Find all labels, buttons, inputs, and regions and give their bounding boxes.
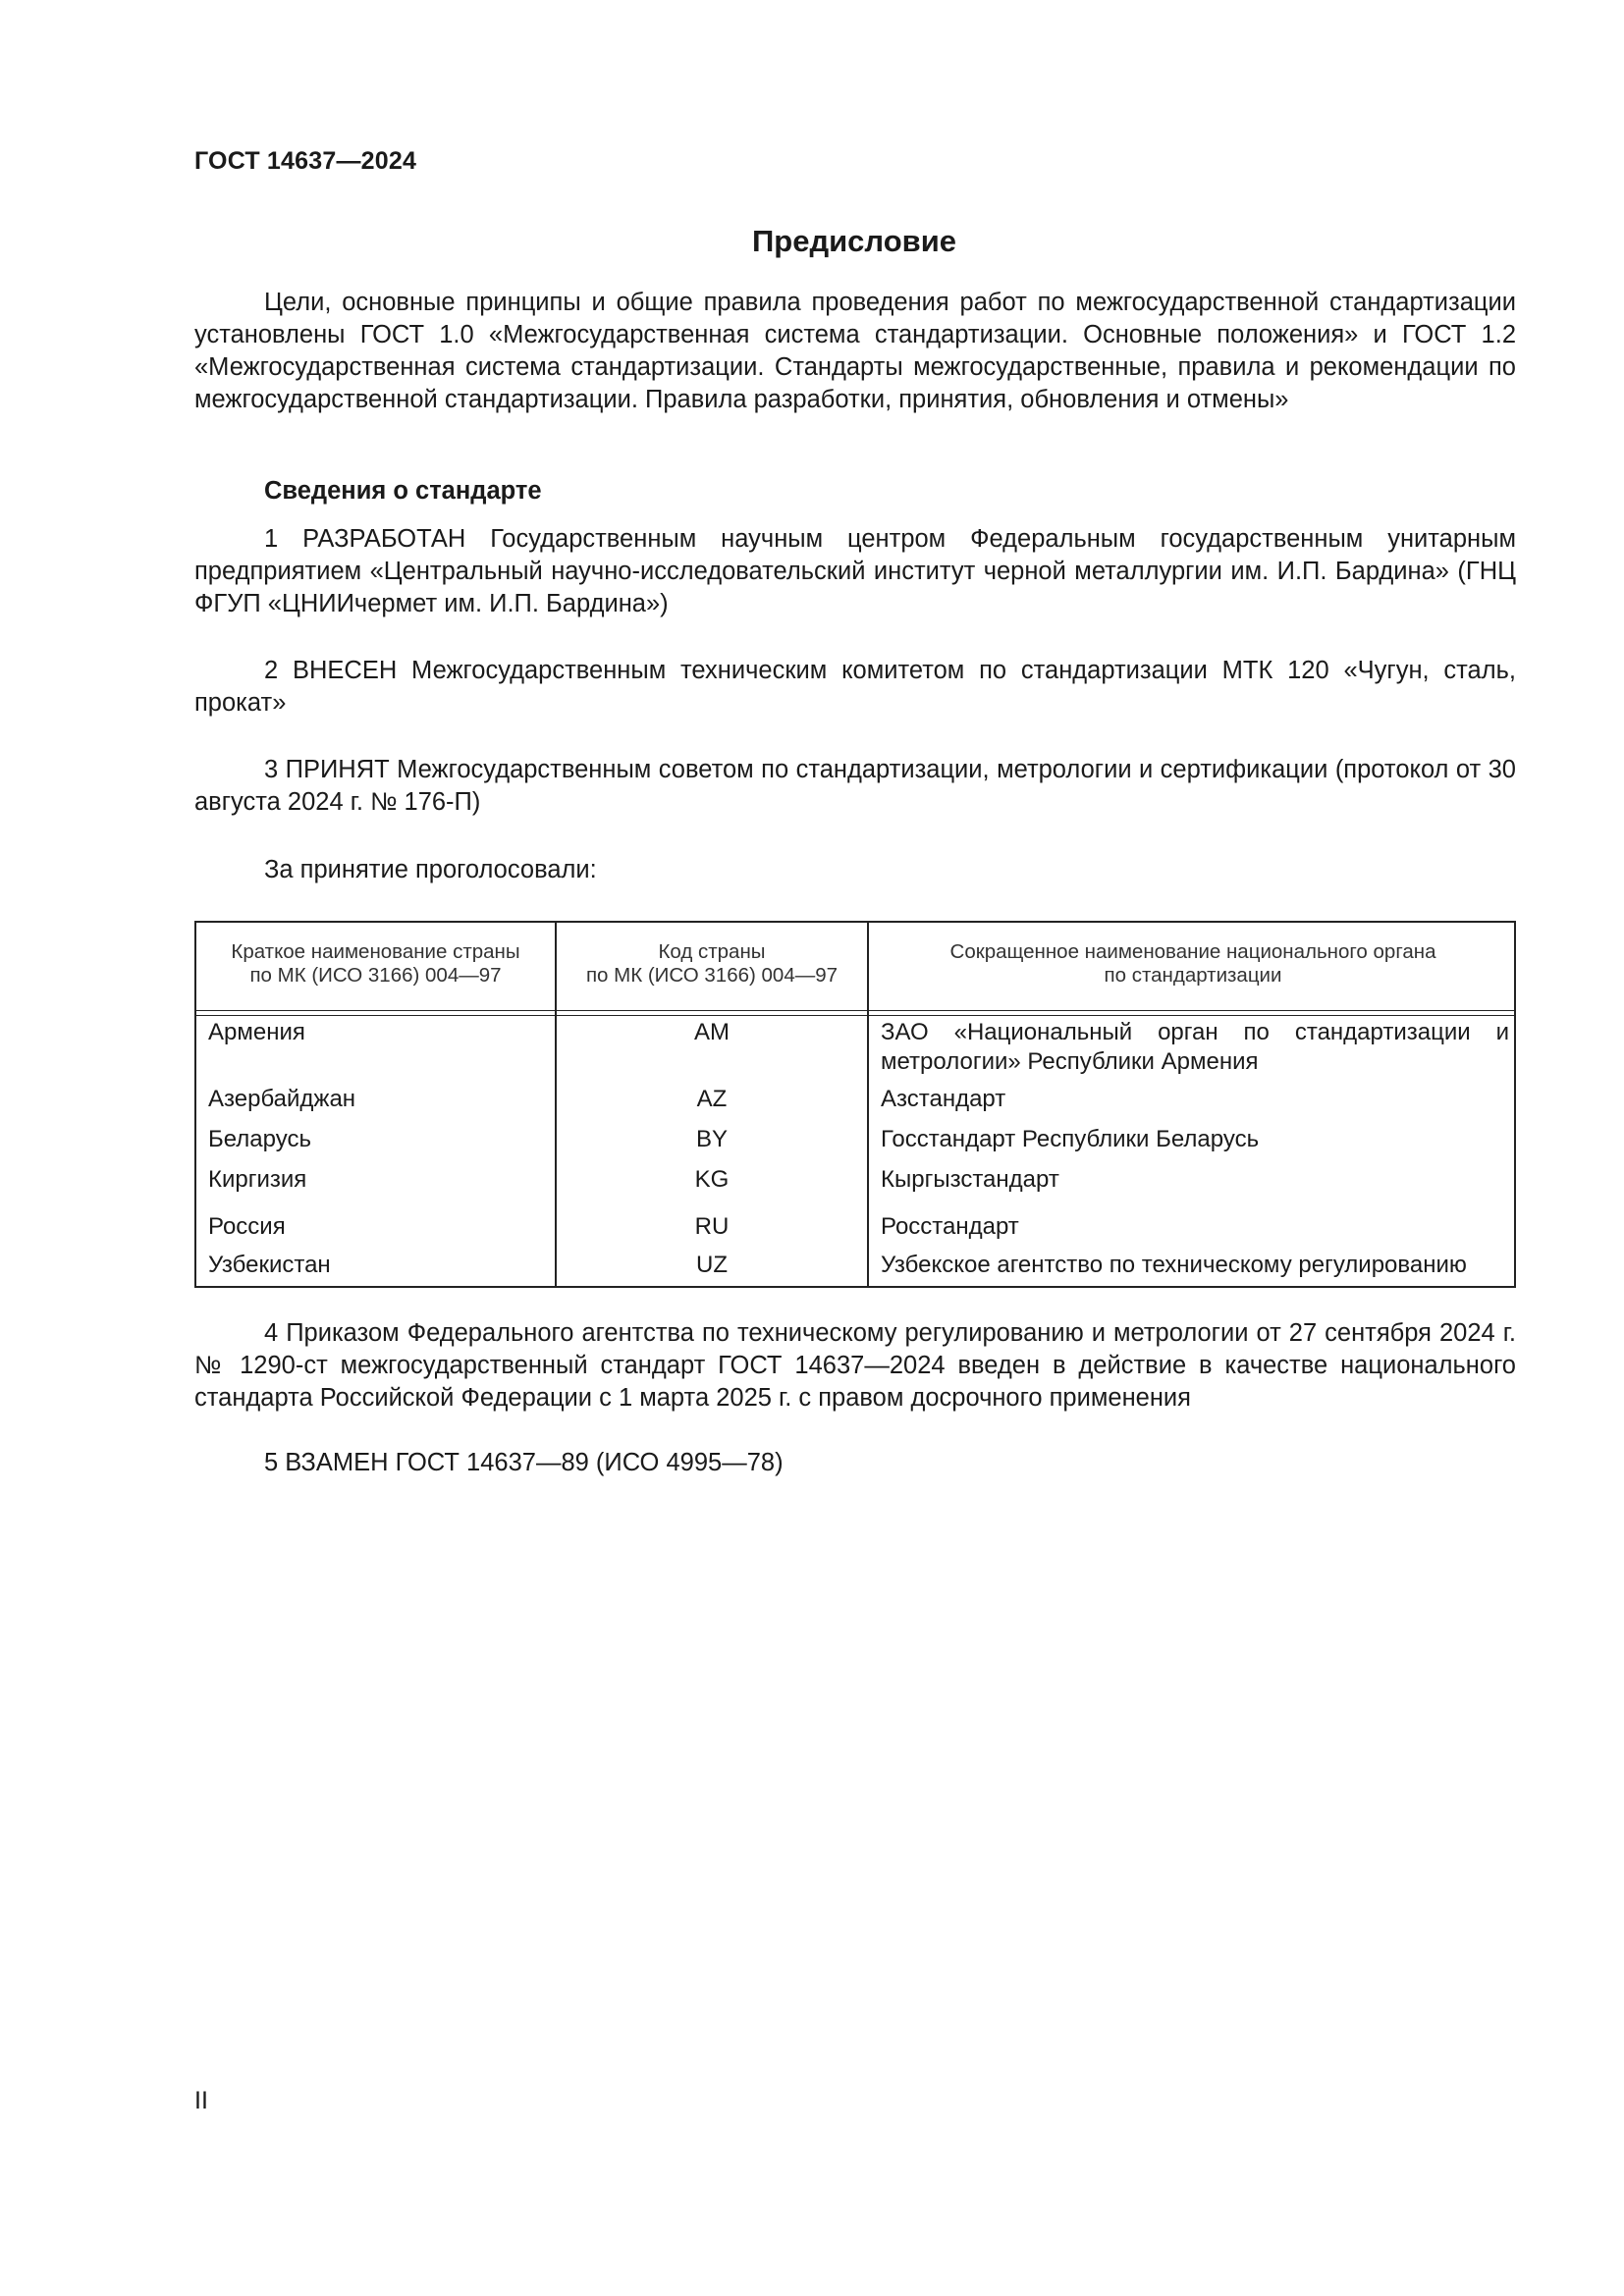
page-title: Предисловие bbox=[751, 224, 956, 258]
vote-intro: За принятие проголосовали: bbox=[264, 856, 597, 883]
item-3-paragraph: 3 ПРИНЯТ Межгосударственным советом по стандартизации, метрологии и сертификации (протокол от 30 августа 2024 г. № 176-П) bbox=[194, 756, 1516, 816]
info-heading: Сведения о стандарте bbox=[264, 477, 542, 505]
voting-table bbox=[194, 921, 1516, 1288]
row-code: UZ bbox=[696, 1252, 728, 1278]
row-org: Росстандарт bbox=[881, 1213, 1019, 1240]
row-code: AM bbox=[694, 1019, 730, 1045]
row-org: Госстандарт Республики Беларусь bbox=[881, 1126, 1260, 1152]
row-country: Киргизия bbox=[208, 1166, 307, 1193]
header-org-line-1: Сокращенное наименование национального органа bbox=[949, 940, 1436, 963]
row-country: Россия bbox=[208, 1213, 286, 1240]
header-org-line-2: по стандартизации bbox=[1104, 964, 1282, 987]
table-header-org bbox=[869, 940, 1517, 988]
intro-paragraph: Цели, основные принципы и общие правила проведения работ по межгосударственной стандартизации установлены ГОСТ 1.0 «Межгосударственная система стандартизации. Основные положения» и ГОСТ 1.2 «Межгосударственная система стандартизации. Стандарты межгосударственные, правила и рекомендации по межгосударственной стандартизации. Правила разработки, принятия, обновления и отмены» bbox=[194, 289, 1516, 413]
header-country-line-2: по МК (ИСО 3166) 004—97 bbox=[249, 964, 502, 987]
item-5-paragraph: 5 ВЗАМЕН ГОСТ 14637—89 (ИСО 4995—78) bbox=[264, 1449, 784, 1476]
row-org: ЗАО «Национальный орган по стандартизации и метрологии» Республики Армения bbox=[881, 1019, 1509, 1075]
header-country-line-1: Краткое наименование страны bbox=[231, 940, 520, 963]
page-number: II bbox=[194, 2087, 208, 2114]
table-header-divider bbox=[196, 1010, 1514, 1016]
row-code: AZ bbox=[696, 1086, 728, 1112]
item-4-paragraph: 4 Приказом Федерального агентства по техническому регулированию и метрологии от 27 сентября 2024 г. № 1290-ст межгосударственный стандарт ГОСТ 14637—2024 введен в действие в качестве национального стандарта Российской Федерации с 1 марта 2025 г. с правом досрочного применения bbox=[194, 1319, 1516, 1412]
row-country: Армения bbox=[208, 1019, 305, 1045]
row-org: Кыргызстандарт bbox=[881, 1166, 1059, 1193]
row-country: Узбекистан bbox=[208, 1252, 331, 1278]
header-code-line-1: Код страны bbox=[658, 940, 766, 963]
row-country: Беларусь bbox=[208, 1126, 311, 1152]
row-org: Узбекское агентство по техническому регулированию bbox=[881, 1252, 1467, 1278]
item-1-paragraph: 1 РАЗРАБОТАН Государственным научным центром Федеральным государственным унитарным предприятием «Центральный научно-исследовательский институт черной металлургии им. И.П. Бардина» (ГНЦ ФГУП «ЦНИИчермет им. И.П. Бардина») bbox=[194, 525, 1516, 617]
row-country: Азербайджан bbox=[208, 1086, 356, 1112]
row-org: Азстандарт bbox=[881, 1086, 1006, 1112]
item-2-paragraph: 2 ВНЕСЕН Межгосударственным техническим комитетом по стандартизации МТК 120 «Чугун, сталь, прокат» bbox=[194, 657, 1516, 717]
table-header-country bbox=[196, 940, 555, 988]
header-code-line-2: по МК (ИСО 3166) 004—97 bbox=[585, 964, 839, 987]
row-code: KG bbox=[694, 1166, 730, 1193]
row-code: BY bbox=[695, 1126, 728, 1152]
row-code: RU bbox=[694, 1213, 730, 1240]
document-code: ГОСТ 14637—2024 bbox=[194, 147, 417, 175]
table-header-code bbox=[557, 940, 867, 988]
